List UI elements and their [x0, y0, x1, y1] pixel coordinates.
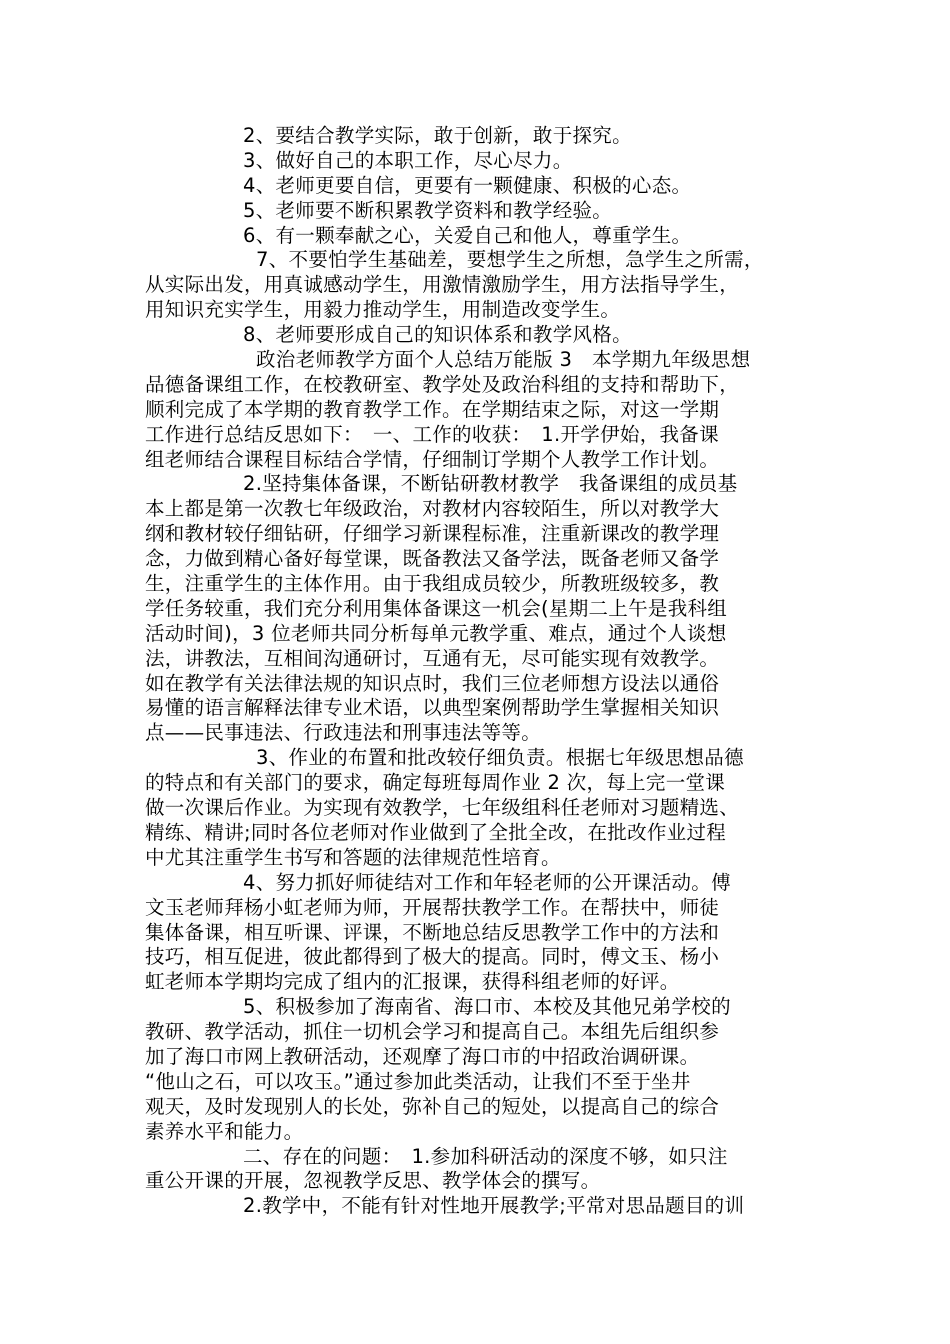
text-line: 素养水平和能力。	[145, 1119, 304, 1143]
text-line: 4、老师更要自信，更要有一颗健康、积极的心态。	[243, 173, 692, 197]
text-line: 活动时间)，3 位老师共同分析每单元教学重、难点，通过个人谈想	[145, 621, 727, 645]
text-line: 虹老师本学期均完成了组内的汇报课，获得科组老师的好评。	[145, 970, 680, 994]
text-line: 点——民事违法、行政违法和刑事违法等等。	[145, 721, 541, 745]
text-line: 生，注重学生的主体作用。由于我组成员较少，所教班级较多，教	[145, 572, 720, 596]
text-line: “他山之石，可以攻玉。”通过参加此类活动，让我们不至于坐井	[145, 1069, 691, 1093]
text-line: 品德备课组工作，在校教研室、教学处及政治科组的支持和帮助下，	[145, 372, 740, 396]
text-line: 5、积极参加了海南省、海口市、本校及其他兄弟学校的	[243, 995, 731, 1019]
text-line: 3、作业的布置和批改较仔细负责。根据七年级思想品德	[256, 746, 744, 770]
document-body	[145, 124, 815, 1219]
text-line: 重公开课的开展，忽视教学反思、教学体会的撰写。	[145, 1169, 601, 1193]
text-line: 2、要结合教学实际，敢于创新，敢于探究。	[243, 124, 632, 147]
text-line: 5、老师要不断积累教学资料和教学经验。	[243, 198, 613, 222]
text-line: 6、有一颗奉献之心，关爱自己和他人，尊重学生。	[243, 223, 692, 247]
text-line: 政治老师教学方面个人总结万能版 3 本学期九年级思想	[256, 348, 751, 372]
text-line: 集体备课，相互听课、评课，不断地总结反思教学工作中的方法和	[145, 920, 720, 944]
text-line: 8、老师要形成自己的知识体系和教学风格。	[243, 323, 632, 347]
text-line: 组老师结合课程目标结合学情，仔细制订学期个人教学工作计划。	[145, 447, 720, 471]
text-line: 如在教学有关法律法规的知识点时，我们三位老师想方设法以通俗	[145, 671, 720, 695]
text-line: 用知识充实学生，用毅力推动学生，用制造改变学生。	[145, 298, 621, 322]
text-line: 法，讲教法，互相间沟通研讨，互通有无，尽可能实现有效教学。	[145, 646, 720, 670]
text-line: 的特点和有关部门的要求，确定每班每周作业 2 次，每上完一堂课	[145, 771, 726, 795]
text-line: 2.教学中，不能有针对性地开展教学;平常对思品题目的训	[243, 1194, 745, 1218]
text-line: 纲和教材较仔细钻研，仔细学习新课程标准，注重新课改的教学理	[145, 522, 720, 546]
text-line: 精练、精讲;同时各位老师对作业做到了全批全改，在批改作业过程	[145, 820, 727, 844]
text-line: 本上都是第一次教七年级政治，对教材内容较陌生，所以对教学大	[145, 497, 720, 521]
text-line: 2.坚持集体备课，不断钻研教材教学 我备课组的成员基	[243, 472, 738, 496]
text-line: 工作进行总结反思如下： 一、工作的收获： 1.开学伊始，我备课	[145, 422, 719, 446]
text-line: 技巧，相互促进，彼此都得到了极大的提高。同时，傅文玉、杨小	[145, 945, 720, 969]
text-line: 加了海口市网上教研活动，还观摩了海口市的中招政治调研课。	[145, 1044, 700, 1068]
text-line: 二、存在的问题： 1.参加科研活动的深度不够，如只注	[243, 1144, 728, 1168]
text-line: 教研、教学活动，抓住一切机会学习和提高自己。本组先后组织参	[145, 1020, 720, 1044]
text-line: 做一次课后作业。为实现有效教学，七年级组科任老师对习题精选、	[145, 796, 740, 820]
text-line: 中尤其注重学生书写和答题的法律规范性培育。	[145, 845, 561, 869]
text-line: 文玉老师拜杨小虹老师为师，开展帮扶教学工作。在帮扶中，师徒	[145, 895, 720, 919]
text-line: 7、不要怕学生基础差，要想学生之所想，急学生之所需，	[256, 248, 764, 272]
text-line: 顺利完成了本学期的教育教学工作。在学期结束之际，对这一学期	[145, 397, 720, 421]
text-line: 易懂的语言解释法律专业术语，以典型案例帮助学生掌握相关知识	[145, 696, 720, 720]
text-line: 从实际出发，用真诚感动学生，用激情激励学生，用方法指导学生，	[145, 273, 740, 297]
text-line: 学任务较重，我们充分利用集体备课这一机会(星期二上午是我科组	[145, 596, 728, 620]
text-line: 念，力做到精心备好每堂课，既备教法又备学法，既备老师又备学	[145, 547, 720, 571]
text-line: 4、努力抓好师徒结对工作和年轻老师的公开课活动。傅	[243, 870, 731, 894]
text-line: 3、做好自己的本职工作，尽心尽力。	[243, 148, 573, 172]
text-line: 观天，及时发现别人的长处，弥补自己的短处，以提高自己的综合	[145, 1094, 720, 1118]
